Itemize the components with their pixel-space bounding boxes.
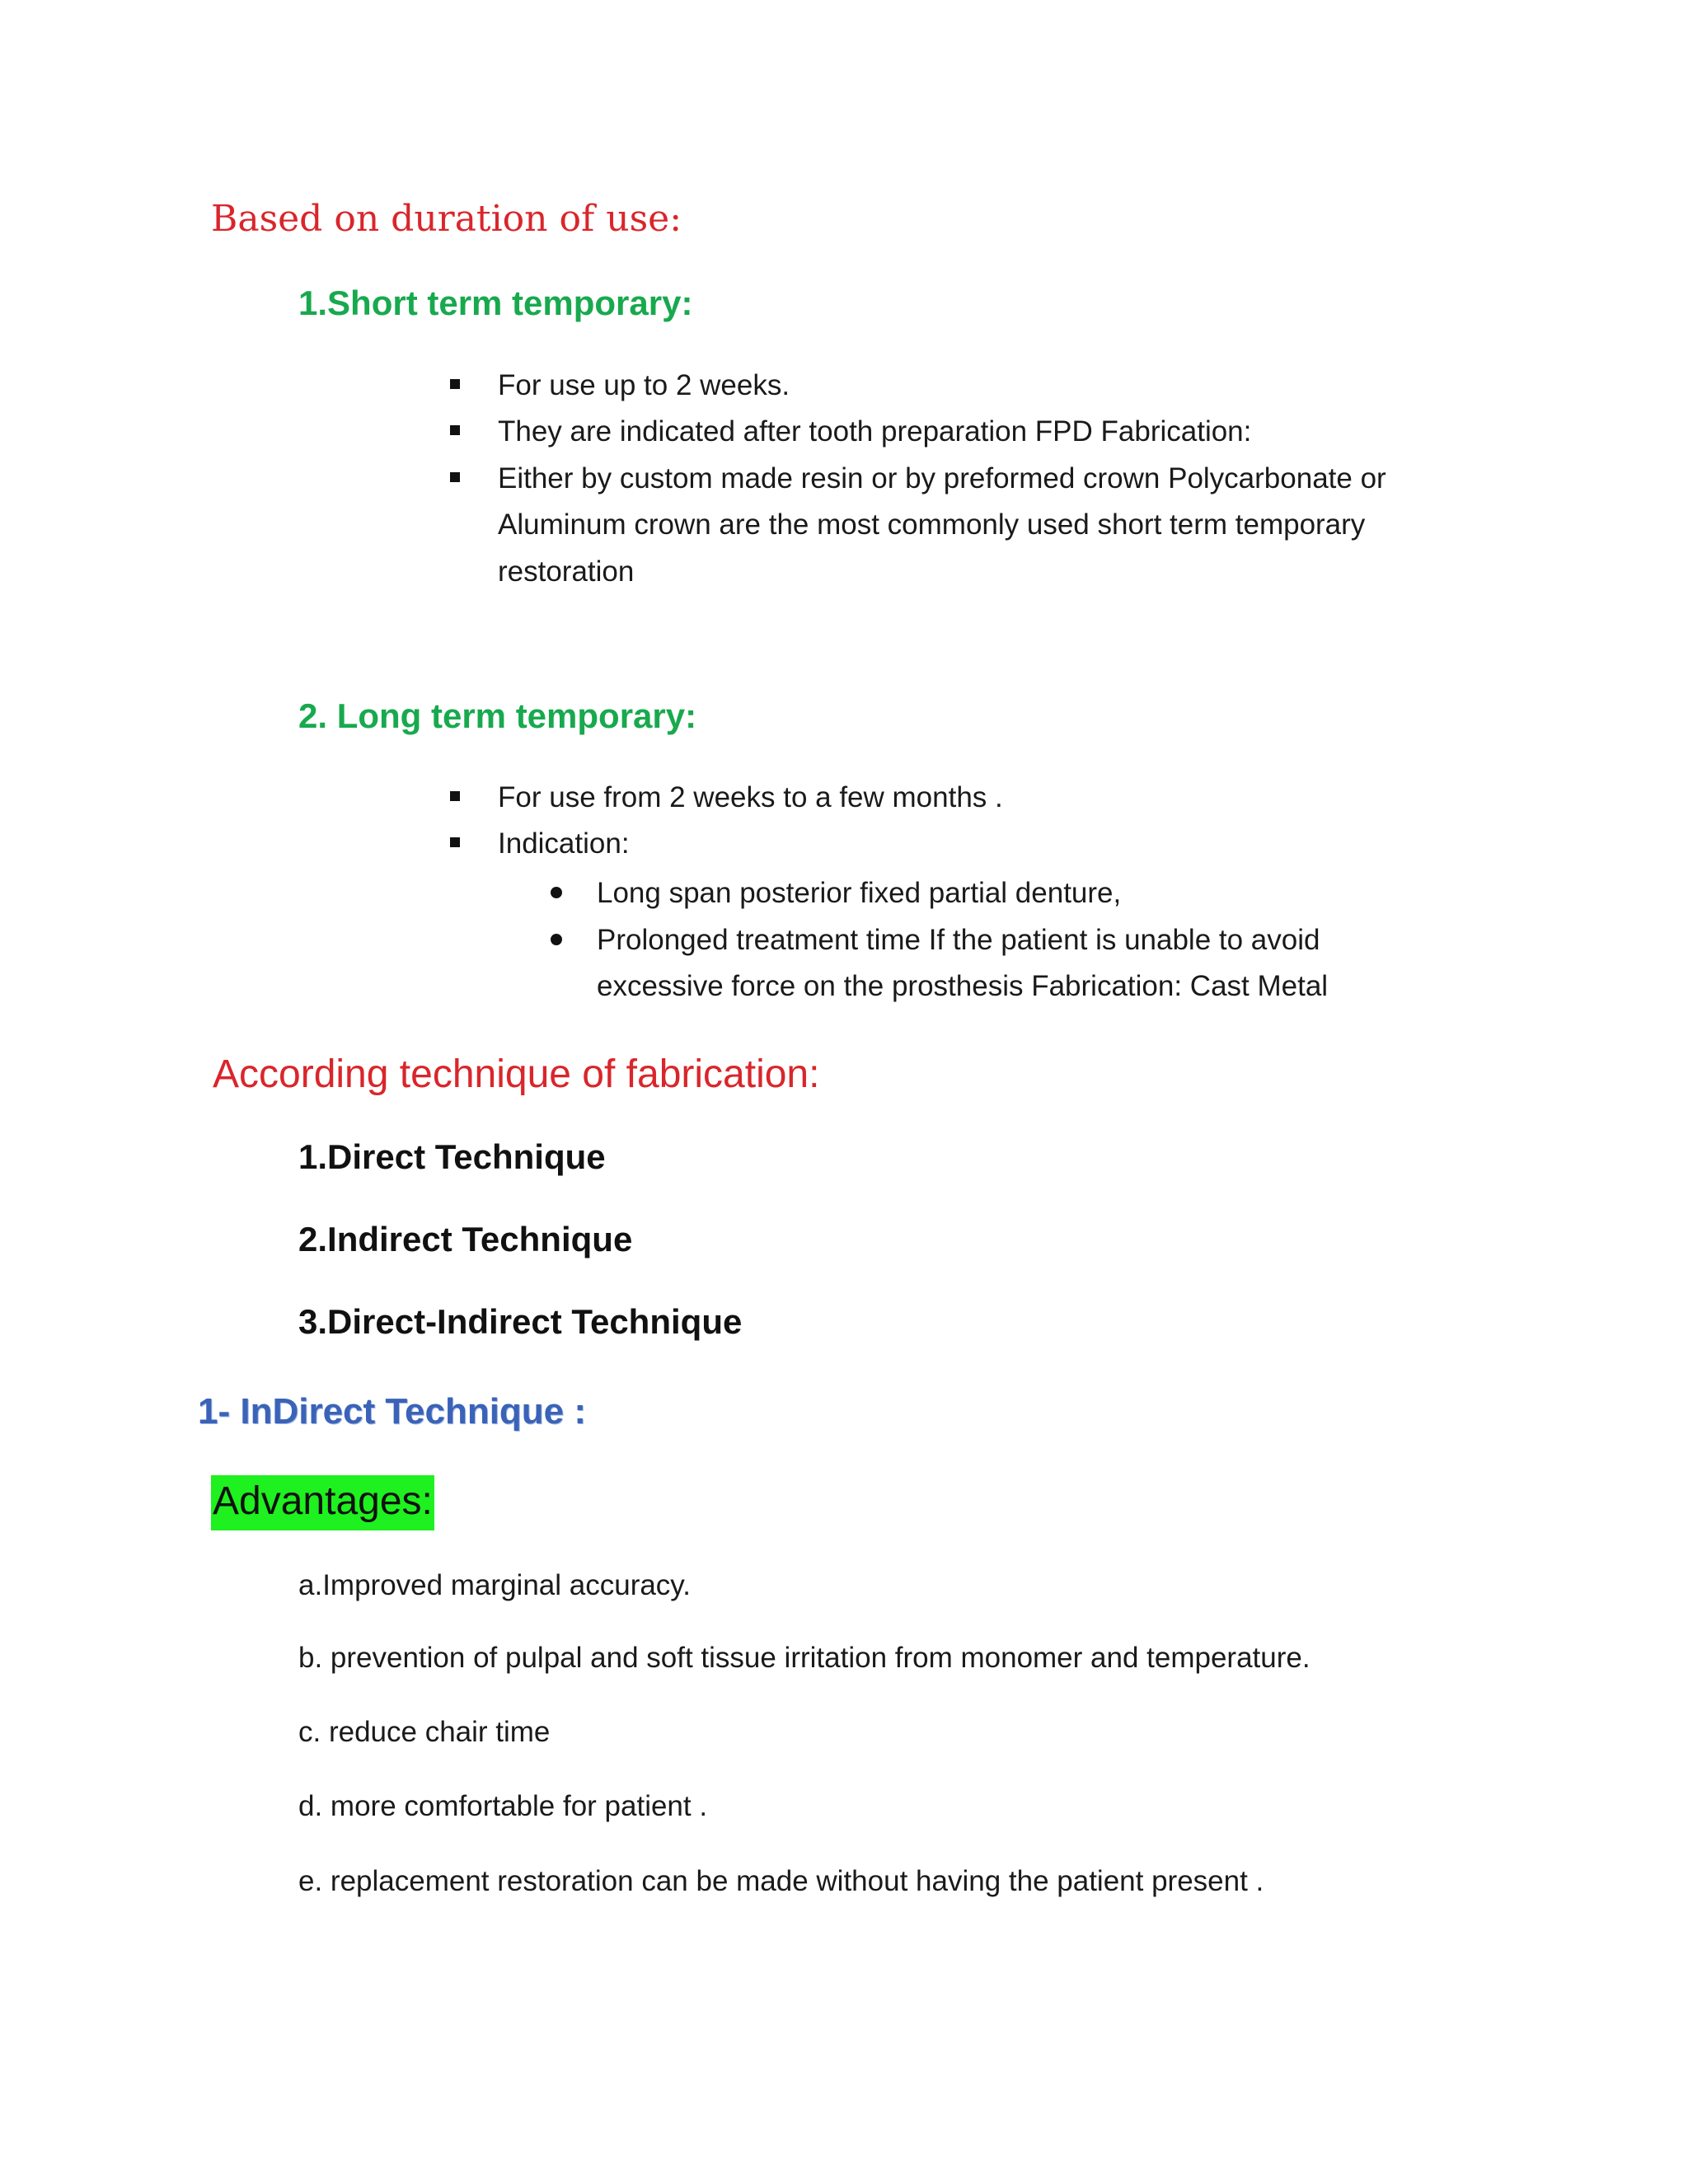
advantage-item: a.Improved marginal accuracy. [298,1569,691,1601]
list-item: For use up to 2 weeks. [498,369,790,401]
list-item-continuation: restoration [498,555,635,588]
square-bullet-icon [450,472,460,482]
technique-item: 2.Indirect Technique [298,1220,633,1258]
sub-list-item: Long span posterior fixed partial denture, [597,877,1122,909]
advantage-item: e. replacement restoration can be made without having the patient present . [298,1865,1264,1897]
duration-heading: Based on duration of use: [211,198,682,240]
list-item: They are indicated after tooth preparation FPD Fabrication: [498,415,1252,448]
list-item: For use from 2 weeks to a few months . [498,781,1003,813]
square-bullet-icon [450,791,460,801]
list-item-continuation: Aluminum crown are the most commonly used short term temporary [498,509,1366,541]
square-bullet-icon [450,837,460,847]
long-term-heading: 2. Long term temporary: [298,696,697,735]
technique-item: 1.Direct Technique [298,1137,606,1176]
advantage-item: c. reduce chair time [298,1716,551,1748]
dot-bullet-icon [551,887,562,898]
sub-list-item-continuation: excessive force on the prosthesis Fabrication: Cast Metal [597,970,1329,1002]
advantage-item: b. prevention of pulpal and soft tissue irritation from monomer and temperature. [298,1642,1311,1674]
dot-bullet-icon [551,934,562,945]
list-item: Indication: [498,827,630,860]
list-item: Either by custom made resin or by preformed crown Polycarbonate or [498,462,1386,494]
advantages-label: Advantages: [211,1475,434,1530]
advantage-item: d. more comfortable for patient . [298,1790,708,1822]
fabrication-heading: According technique of fabrication: [213,1052,820,1096]
indirect-technique-heading: 1- InDirect Technique : [198,1391,587,1432]
sub-list-item: Prolonged treatment time If the patient is unable to avoid [597,924,1320,956]
square-bullet-icon [450,425,460,435]
technique-item: 3.Direct-Indirect Technique [298,1302,743,1341]
short-term-heading: 1.Short term temporary: [298,284,693,322]
square-bullet-icon [450,379,460,389]
